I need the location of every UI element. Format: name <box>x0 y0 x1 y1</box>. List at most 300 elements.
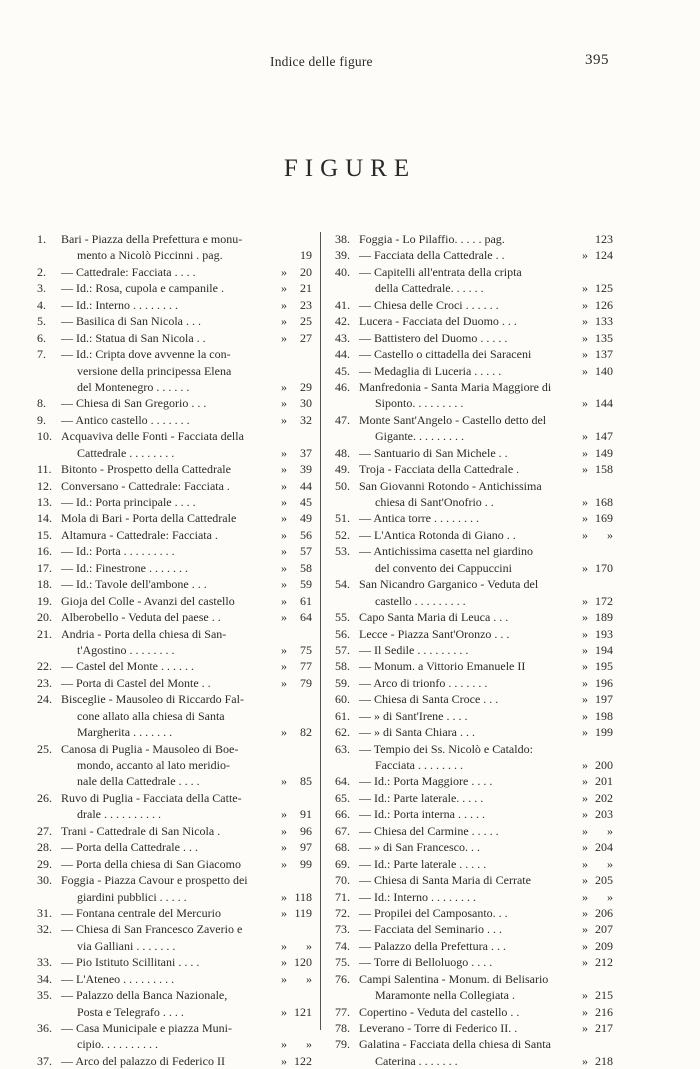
index-entry <box>37 1020 312 1036</box>
entry-text: del convento dei Cappuccini <box>375 560 512 575</box>
entry-page: 195 <box>595 659 613 674</box>
entry-text: — Battistero del Duomo . . . . . <box>359 330 508 345</box>
ditto-mark: » <box>281 1037 287 1052</box>
index-entry-continuation <box>37 1004 312 1020</box>
entry-number: 52. <box>335 527 350 542</box>
ditto-mark: » <box>582 593 588 608</box>
entry-number: 1. <box>37 232 46 246</box>
entry-text: — Torre di Belloluogo . . . . <box>359 955 493 970</box>
entry-page: 56 <box>300 527 312 542</box>
entry-text: — Palazzo della Banca Nazionale, <box>61 988 228 1003</box>
entry-text: mento a Nicolò Piccinni . pag. <box>77 248 223 263</box>
entry-text: Monte Sant'Angelo - Castello detto del <box>359 412 547 427</box>
entry-text: Manfredonia - Santa Maria Maggiore di <box>359 379 552 394</box>
entry-page <box>290 626 312 642</box>
entry-text: — Porta della chiesa di San Giacomo <box>61 856 241 871</box>
entry-page: 97 <box>300 840 312 855</box>
ditto-mark: » <box>281 330 287 345</box>
entry-number <box>37 642 61 658</box>
entry-number <box>37 1004 61 1020</box>
entry-text: Lecce - Piazza Sant'Oronzo . . . <box>359 626 510 641</box>
index-entry <box>335 346 613 362</box>
ditto-mark: » <box>582 314 588 329</box>
entry-number: 64. <box>335 774 350 789</box>
ditto-mark <box>278 346 290 362</box>
entry-text: — » di Sant'Irene . . . . <box>359 708 468 723</box>
entry-number <box>37 379 61 395</box>
entry-text: Posta e Telegrafo . . . . <box>77 1004 184 1019</box>
index-entry <box>335 379 613 395</box>
index-entry <box>335 1020 613 1036</box>
entry-text: Bisceglie - Mausoleo di Riccardo Fal- <box>61 692 244 707</box>
entry-page: 169 <box>595 511 613 526</box>
entry-number: 77. <box>335 1004 350 1019</box>
running-title: Indice delle figure <box>270 54 373 69</box>
index-entry <box>335 626 613 642</box>
entry-text: Copertino - Veduta del castello . . <box>359 1004 520 1019</box>
entry-number: 35. <box>37 988 52 1003</box>
entry-text: Lucera - Facciata del Duomo . . . <box>359 314 517 329</box>
entry-text: Ruvo di Puglia - Facciata della Catte- <box>61 790 242 805</box>
index-entry <box>37 658 312 674</box>
entry-page: 82 <box>300 725 312 740</box>
entry-number: 72. <box>335 905 350 920</box>
entry-page: 198 <box>595 708 613 723</box>
ditto-mark: » <box>281 955 287 970</box>
entry-text: — Chiesa di Santa Croce . . . <box>359 692 499 707</box>
entry-number: 65. <box>335 790 350 805</box>
ditto-mark: » <box>582 790 588 805</box>
entry-page: 58 <box>300 560 312 575</box>
entry-page: 32 <box>300 412 312 427</box>
ditto-mark <box>278 1020 290 1036</box>
entry-page: 199 <box>595 725 613 740</box>
ditto-mark: » <box>281 412 287 427</box>
ditto-mark: » <box>582 248 588 263</box>
entry-number <box>37 757 61 773</box>
index-entry <box>335 609 613 625</box>
entry-text: Acquaviva delle Fonti - Facciata della <box>61 429 244 444</box>
entry-number: 69. <box>335 856 350 871</box>
entry-page: » <box>306 938 312 953</box>
entry-text: — Id.: Parte laterale . . . . . <box>359 856 487 871</box>
index-entry <box>335 905 613 921</box>
entry-page: 197 <box>595 692 613 707</box>
entry-text: Bitonto - Prospetto della Cattedrale <box>61 462 231 477</box>
ditto-mark <box>278 741 290 757</box>
entry-text: Galatina - Facciata della chiesa di Santa <box>359 1037 551 1052</box>
entry-number: 25. <box>37 741 52 756</box>
entry-page <box>591 971 613 987</box>
entry-page: 140 <box>595 363 613 378</box>
entry-number: 31. <box>37 905 52 920</box>
index-entry <box>335 1036 613 1052</box>
index-entry <box>37 560 312 576</box>
entry-number <box>37 445 61 461</box>
entry-page: 207 <box>595 922 613 937</box>
index-entry <box>335 856 613 872</box>
entry-text: — Antico castello . . . . . . . <box>61 412 190 427</box>
ditto-mark: » <box>281 593 287 608</box>
entry-number: 17. <box>37 560 52 575</box>
index-entry-continuation <box>37 724 312 740</box>
ditto-mark <box>579 971 591 987</box>
ditto-mark: » <box>582 429 588 444</box>
entry-text: — Antica torre . . . . . . . . <box>359 511 479 526</box>
entry-text: Gioja del Colle - Avanzi del castello <box>61 593 235 608</box>
index-entry <box>37 412 312 428</box>
index-entry <box>335 642 613 658</box>
index-entry <box>37 494 312 510</box>
entry-text: — Id.: Finestrone . . . . . . . <box>61 560 188 575</box>
ditto-mark: » <box>582 856 588 871</box>
ditto-mark <box>278 872 290 888</box>
ditto-mark: » <box>582 988 588 1003</box>
entry-page: 196 <box>595 675 613 690</box>
entry-page: 172 <box>595 593 613 608</box>
entry-number <box>37 363 61 379</box>
index-entry <box>335 708 613 724</box>
index-entry-continuation <box>335 428 613 444</box>
entry-number: 21. <box>37 626 52 641</box>
ditto-mark: » <box>582 922 588 937</box>
entry-page: 118 <box>294 889 312 904</box>
entry-number <box>37 247 61 263</box>
ditto-mark: » <box>281 774 287 789</box>
section-heading: FIGURE <box>283 155 417 182</box>
ditto-mark <box>278 987 290 1003</box>
entry-text: Caterina . . . . . . . <box>375 1053 458 1068</box>
entry-text: — Id.: Cripta dove avvenne la con- <box>61 347 231 362</box>
entry-text: Gigante. . . . . . . . . <box>375 429 464 444</box>
ditto-mark: » <box>582 1004 588 1019</box>
entry-number: 3. <box>37 281 46 296</box>
index-entry <box>37 593 312 609</box>
index-entry <box>335 478 613 494</box>
entry-text: — Pio Istituto Scillitani . . . . <box>61 955 200 970</box>
entry-text: — Chiesa di San Gregorio . . . <box>61 396 207 411</box>
index-entry-continuation <box>37 806 312 822</box>
entry-text: — Id.: Porta principale . . . . <box>61 495 196 509</box>
entry-number <box>335 280 359 296</box>
entry-number <box>335 987 359 1003</box>
entry-page: 201 <box>595 774 613 789</box>
index-entry <box>37 872 312 888</box>
entry-number: 16. <box>37 544 52 559</box>
ditto-mark: » <box>582 610 588 625</box>
entry-page: 99 <box>300 856 312 871</box>
entry-page: 194 <box>595 642 613 657</box>
entry-text: — Antichissima casetta nel giardino <box>359 544 533 559</box>
entry-page: 124 <box>595 248 613 263</box>
entry-page: » <box>607 889 613 904</box>
entry-page: 202 <box>595 790 613 805</box>
entry-text: — Il Sedile . . . . . . . . . <box>359 642 469 657</box>
entry-page: » <box>306 971 312 986</box>
entry-number: 47. <box>335 412 350 427</box>
ditto-mark <box>278 428 290 444</box>
index-entry <box>37 954 312 970</box>
entry-text: Cattedrale . . . . . . . . <box>77 445 175 460</box>
entry-page: 158 <box>595 462 613 477</box>
ditto-mark: » <box>582 297 588 312</box>
entry-number: 6. <box>37 330 46 345</box>
entry-number: 40. <box>335 264 350 279</box>
entry-page: 57 <box>300 544 312 559</box>
entry-number: 75. <box>335 955 350 970</box>
entry-text: — Facciata della Cattedrale . . <box>359 248 505 263</box>
index-entry <box>335 330 613 346</box>
entry-page: 137 <box>595 347 613 362</box>
entry-page <box>591 543 613 559</box>
entry-page <box>290 872 312 888</box>
entry-number: 15. <box>37 527 52 542</box>
entry-number: 51. <box>335 511 350 526</box>
entry-number: 14. <box>37 511 52 526</box>
entry-page: 120 <box>294 955 312 970</box>
ditto-mark: » <box>281 264 287 279</box>
index-entry-continuation <box>37 938 312 954</box>
entry-number: 20. <box>37 610 52 625</box>
entry-text: cone allato alla chiesa di Santa <box>77 708 225 723</box>
entry-text: — Id.: Porta Maggiore . . . . <box>359 774 493 789</box>
entry-number <box>335 560 359 576</box>
entry-number <box>37 938 61 954</box>
entry-page <box>591 264 613 280</box>
ditto-mark: » <box>281 495 287 509</box>
index-entry <box>37 626 312 642</box>
index-entry <box>37 856 312 872</box>
ditto-mark: » <box>582 758 588 772</box>
entry-text: — Tempio dei Ss. Nicolò e Cataldo: <box>359 741 533 756</box>
index-entry <box>335 527 613 543</box>
entry-page: 19 <box>300 248 312 263</box>
entry-text: — Id.: Tavole dell'ambone . . . <box>61 577 207 592</box>
entry-page: » <box>306 1037 312 1052</box>
index-entry <box>37 346 312 362</box>
entry-number <box>37 889 61 905</box>
entry-text: Andria - Porta della chiesa di San- <box>61 626 227 641</box>
entry-text: castello . . . . . . . . . <box>375 593 466 608</box>
entry-page: 125 <box>595 281 613 296</box>
entry-text: Canosa di Puglia - Mausoleo di Boe- <box>61 741 239 756</box>
entry-number <box>335 757 359 773</box>
ditto-mark: » <box>582 281 588 296</box>
ditto-mark: » <box>582 823 588 838</box>
entry-page: 200 <box>595 758 613 772</box>
index-entry <box>37 510 312 526</box>
entry-number: 38. <box>335 232 350 246</box>
entry-page: 204 <box>595 840 613 855</box>
entry-page <box>290 346 312 362</box>
entry-text: — Castello o cittadella dei Saraceni <box>359 347 532 362</box>
index-entry <box>335 363 613 379</box>
ditto-mark: » <box>582 347 588 362</box>
ditto-mark: » <box>582 774 588 789</box>
entry-number: 8. <box>37 396 46 411</box>
index-entry <box>37 264 312 280</box>
ditto-mark: » <box>582 692 588 707</box>
ditto-mark: » <box>582 495 588 509</box>
ditto-mark: » <box>582 938 588 953</box>
entry-text: mondo, accanto al lato meridio- <box>77 758 230 772</box>
index-entry <box>335 297 613 313</box>
ditto-mark: » <box>582 396 588 411</box>
ditto-mark <box>579 1036 591 1052</box>
entry-number: 22. <box>37 659 52 674</box>
entry-text: — Santuario di San Michele . . <box>359 445 508 460</box>
entry-page: 39 <box>300 462 312 477</box>
index-entry <box>37 231 312 247</box>
entry-page: 75 <box>300 642 312 657</box>
entry-text: Altamura - Cattedrale: Facciata . <box>61 527 218 542</box>
entry-number: 4. <box>37 297 46 312</box>
index-entry-continuation <box>37 379 312 395</box>
index-entry <box>37 921 312 937</box>
entry-page: 91 <box>300 807 312 822</box>
ditto-mark: » <box>582 873 588 888</box>
index-entry <box>335 675 613 691</box>
index-entry-continuation <box>37 773 312 789</box>
index-entry <box>335 543 613 559</box>
entry-page: 217 <box>595 1021 613 1035</box>
entry-page <box>290 790 312 806</box>
entry-text: — Id.: Rosa, cupola e campanile . <box>61 281 224 296</box>
entry-text: — Chiesa di Santa Maria di Cerrate <box>359 873 531 888</box>
index-entry-continuation <box>37 708 312 724</box>
entry-text: via Galliani . . . . . . . <box>77 938 176 953</box>
ditto-mark <box>278 247 290 263</box>
index-entry <box>37 839 312 855</box>
entry-page: 21 <box>300 281 312 296</box>
index-entry <box>335 461 613 477</box>
entry-text: — L'Ateneo . . . . . . . . . <box>61 971 175 986</box>
entry-page: 45 <box>300 495 312 509</box>
entry-number <box>37 773 61 789</box>
entry-text: — Casa Municipale e piazza Muni- <box>61 1021 232 1035</box>
index-entry <box>335 839 613 855</box>
entry-page: 126 <box>595 297 613 312</box>
ditto-mark: » <box>582 955 588 970</box>
index-entry <box>37 395 312 411</box>
entry-page: 29 <box>300 379 312 394</box>
entry-page: 122 <box>294 1053 312 1068</box>
entry-page: 144 <box>595 396 613 411</box>
entry-page: 216 <box>595 1004 613 1019</box>
entry-text: Campi Salentina - Monum. di Belisario <box>359 971 549 986</box>
ditto-mark: » <box>582 1053 588 1068</box>
entry-number: 23. <box>37 675 52 690</box>
entry-page: 203 <box>595 807 613 822</box>
ditto-mark: » <box>281 379 287 394</box>
entry-text: — Id.: Statua di San Nicola . . <box>61 330 206 345</box>
entry-page: 123 <box>595 232 613 246</box>
index-entry <box>335 790 613 806</box>
entry-page <box>290 363 312 379</box>
index-entry-continuation <box>335 560 613 576</box>
entry-number: 13. <box>37 495 52 509</box>
entry-text: drale . . . . . . . . . . <box>77 807 161 822</box>
entry-page <box>290 691 312 707</box>
index-entry <box>37 280 312 296</box>
ditto-mark <box>278 691 290 707</box>
entry-number: 67. <box>335 823 350 838</box>
entry-number: 58. <box>335 659 350 674</box>
entry-number: 71. <box>335 889 350 904</box>
ditto-mark: » <box>281 1004 287 1019</box>
entry-number: 2. <box>37 264 46 279</box>
ditto-mark <box>579 231 591 247</box>
index-entry <box>335 889 613 905</box>
ditto-mark: » <box>281 642 287 657</box>
entry-text: chiesa di Sant'Onofrio . . <box>375 495 494 509</box>
entry-page: 133 <box>595 314 613 329</box>
entry-page <box>290 921 312 937</box>
entry-text: — Capitelli all'entrata della cripta <box>359 264 522 279</box>
entry-page: 212 <box>595 955 613 970</box>
entry-text: nale della Cattedrale . . . . <box>77 774 200 789</box>
entry-page: 149 <box>595 445 613 460</box>
index-entry <box>335 510 613 526</box>
ditto-mark: » <box>281 560 287 575</box>
entry-number: 11. <box>37 462 52 477</box>
ditto-mark: » <box>281 511 287 526</box>
index-column-left <box>37 231 312 1069</box>
entry-number: 7. <box>37 347 46 362</box>
index-entry <box>37 1053 312 1069</box>
ditto-mark: » <box>582 905 588 920</box>
entry-number: 26. <box>37 790 52 805</box>
entry-page: 206 <box>595 905 613 920</box>
entry-text: Leverano - Torre di Federico II. . <box>359 1021 518 1035</box>
ditto-mark: » <box>281 445 287 460</box>
index-entry <box>37 691 312 707</box>
entry-number <box>37 806 61 822</box>
ditto-mark: » <box>582 330 588 345</box>
entry-page: 25 <box>300 314 312 329</box>
entry-page: 27 <box>300 330 312 345</box>
index-entry-continuation <box>37 1036 312 1052</box>
ditto-mark: » <box>582 807 588 822</box>
ditto-mark <box>278 363 290 379</box>
entry-number: 56. <box>335 626 350 641</box>
entry-text: — Arco del palazzo di Federico II <box>61 1053 225 1068</box>
entry-text: Foggia - Lo Pilaffio. . . . . pag. <box>359 232 505 246</box>
entry-page: 119 <box>294 905 312 920</box>
entry-text: — Id.: Porta interna . . . . . <box>359 807 485 822</box>
index-entry <box>37 790 312 806</box>
index-entry <box>335 412 613 428</box>
index-entry <box>37 461 312 477</box>
entry-page: 193 <box>595 626 613 641</box>
ditto-mark: » <box>582 889 588 904</box>
entry-number: 74. <box>335 938 350 953</box>
ditto-mark: » <box>582 840 588 855</box>
ditto-mark <box>579 379 591 395</box>
entry-text: — Arco di trionfo . . . . . . . <box>359 675 488 690</box>
entry-number: 34. <box>37 971 52 986</box>
ditto-mark: » <box>582 527 588 542</box>
entry-page <box>591 412 613 428</box>
entry-page: 135 <box>595 330 613 345</box>
entry-page <box>591 379 613 395</box>
entry-page <box>290 1020 312 1036</box>
entry-number: 54. <box>335 577 350 592</box>
entry-page: » <box>607 823 613 838</box>
entry-number: 66. <box>335 807 350 822</box>
entry-page: » <box>607 856 613 871</box>
entry-text: Siponto. . . . . . . . . <box>375 396 464 411</box>
